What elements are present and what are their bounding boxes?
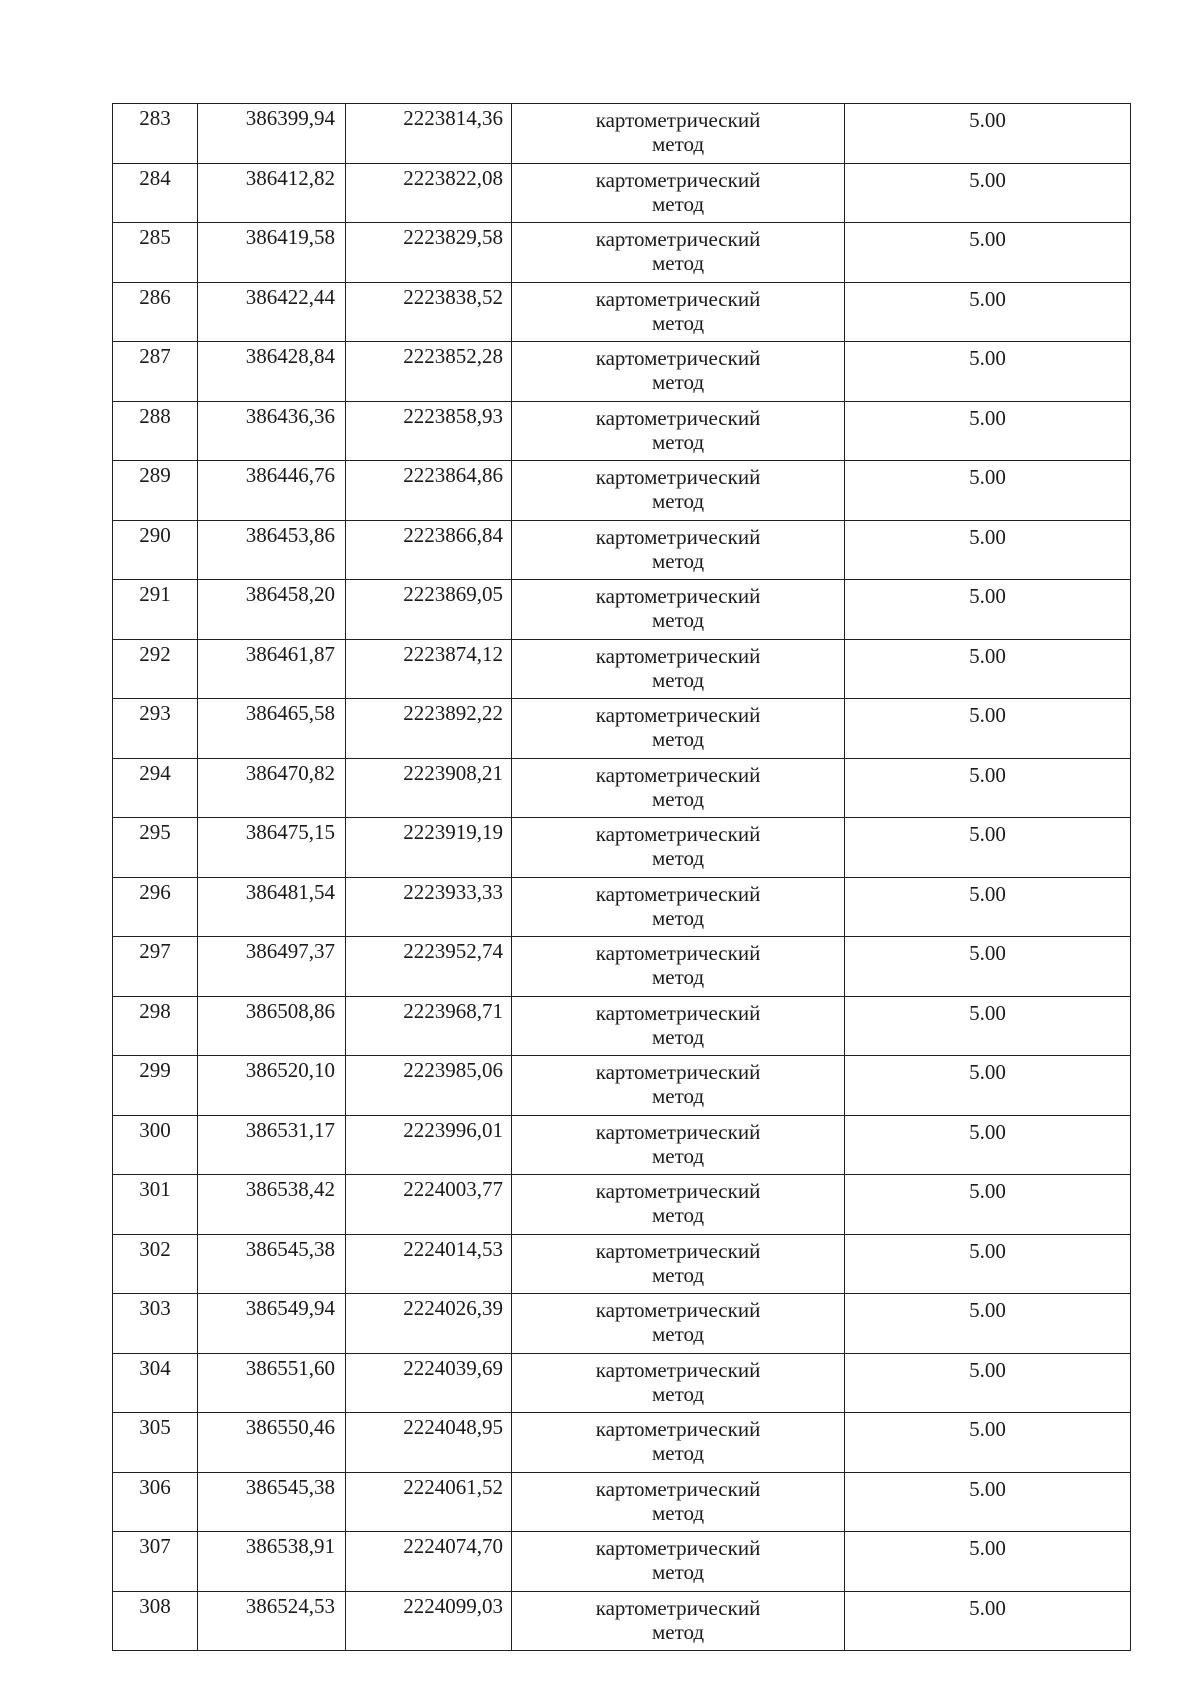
table-row: [113, 580, 1131, 640]
x-coordinate-cell: 386497,37: [198, 937, 346, 997]
method-line-1: картометрический: [595, 1238, 761, 1263]
method-line-1: картометрический: [595, 1179, 761, 1203]
method-cell: [512, 401, 845, 461]
x-coordinate-cell: 386545,38: [198, 1472, 346, 1532]
method-cell: [512, 580, 845, 640]
method-line-1: картометрический: [595, 822, 761, 846]
method-line-1: картометрический: [595, 167, 761, 192]
table-row: [113, 342, 1131, 402]
table-row: [113, 1472, 1131, 1532]
method-cell: [512, 282, 845, 342]
method-line-1: картометрический: [595, 405, 761, 430]
table-row: [113, 1532, 1131, 1592]
table-row: [113, 1353, 1131, 1413]
accuracy-cell: 5.00: [845, 996, 1131, 1056]
method-line-2: метод: [651, 548, 705, 573]
table-row: [113, 223, 1131, 283]
y-coordinate-cell: 2224048,95: [346, 1413, 512, 1473]
x-coordinate-cell: 386412,82: [198, 163, 346, 223]
accuracy-cell: 5.00: [845, 1472, 1131, 1532]
accuracy-cell: 5.00: [845, 1591, 1131, 1651]
method-line-2: метод: [651, 905, 705, 930]
method-line-2: метод: [651, 251, 705, 275]
y-coordinate-cell: 2223952,74: [346, 937, 512, 997]
accuracy-cell: 5.00: [845, 1413, 1131, 1473]
method-line-1: картометрический: [595, 1060, 761, 1084]
y-coordinate-cell: 2223933,33: [346, 877, 512, 937]
method-line-2: метод: [651, 489, 705, 513]
y-coordinate-cell: 2224074,70: [346, 1532, 512, 1592]
x-coordinate-cell: 386453,86: [198, 520, 346, 580]
method-cell: [512, 1234, 845, 1294]
point-number-cell: 283: [113, 104, 198, 164]
table-row: [113, 104, 1131, 164]
x-coordinate-cell: 386545,38: [198, 1234, 346, 1294]
method-line-2: метод: [651, 1500, 705, 1525]
y-coordinate-cell: 2223874,12: [346, 639, 512, 699]
accuracy-cell: 5.00: [845, 401, 1131, 461]
table-row: [113, 1591, 1131, 1651]
table-row: [113, 520, 1131, 580]
method-cell: [512, 461, 845, 521]
accuracy-cell: 5.00: [845, 104, 1131, 164]
table-row: [113, 996, 1131, 1056]
accuracy-cell: 5.00: [845, 282, 1131, 342]
x-coordinate-cell: 386428,84: [198, 342, 346, 402]
y-coordinate-cell: 2223985,06: [346, 1056, 512, 1116]
y-coordinate-cell: 2223908,21: [346, 758, 512, 818]
method-line-2: метод: [651, 1322, 705, 1346]
method-line-2: метод: [651, 132, 705, 156]
y-coordinate-cell: 2223858,93: [346, 401, 512, 461]
x-coordinate-cell: 386538,91: [198, 1532, 346, 1592]
point-number-cell: 302: [113, 1234, 198, 1294]
y-coordinate-cell: 2224003,77: [346, 1175, 512, 1235]
accuracy-cell: 5.00: [845, 699, 1131, 759]
accuracy-cell: 5.00: [845, 520, 1131, 580]
point-number-cell: 293: [113, 699, 198, 759]
point-number-cell: 288: [113, 401, 198, 461]
x-coordinate-cell: 386520,10: [198, 1056, 346, 1116]
point-number-cell: 298: [113, 996, 198, 1056]
method-line-1: картометрический: [595, 465, 761, 489]
x-coordinate-cell: 386470,82: [198, 758, 346, 818]
accuracy-cell: 5.00: [845, 1294, 1131, 1354]
method-line-2: метод: [651, 1084, 705, 1108]
y-coordinate-cell: 2223892,22: [346, 699, 512, 759]
method-line-2: метод: [651, 965, 705, 989]
method-cell: [512, 342, 845, 402]
accuracy-cell: 5.00: [845, 1115, 1131, 1175]
x-coordinate-cell: 386551,60: [198, 1353, 346, 1413]
method-line-2: метод: [651, 1560, 705, 1584]
point-number-cell: 299: [113, 1056, 198, 1116]
table-row: [113, 461, 1131, 521]
y-coordinate-cell: 2224026,39: [346, 1294, 512, 1354]
point-number-cell: 304: [113, 1353, 198, 1413]
method-cell: [512, 699, 845, 759]
method-line-2: метод: [651, 1619, 705, 1644]
method-line-1: картометрический: [595, 524, 761, 549]
method-cell: [512, 1175, 845, 1235]
method-cell: [512, 1353, 845, 1413]
method-line-2: метод: [651, 846, 705, 870]
x-coordinate-cell: 386436,36: [198, 401, 346, 461]
y-coordinate-cell: 2223919,19: [346, 818, 512, 878]
method-cell: [512, 1532, 845, 1592]
method-cell: [512, 104, 845, 164]
table-row: [113, 639, 1131, 699]
x-coordinate-cell: 386419,58: [198, 223, 346, 283]
method-line-1: картометрический: [595, 346, 761, 370]
method-line-2: метод: [651, 786, 705, 811]
method-cell: [512, 758, 845, 818]
point-number-cell: 289: [113, 461, 198, 521]
y-coordinate-cell: 2223814,36: [346, 104, 512, 164]
point-number-cell: 301: [113, 1175, 198, 1235]
x-coordinate-cell: 386399,94: [198, 104, 346, 164]
accuracy-cell: 5.00: [845, 1532, 1131, 1592]
method-line-1: картометрический: [595, 1476, 761, 1501]
y-coordinate-cell: 2224061,52: [346, 1472, 512, 1532]
point-number-cell: 284: [113, 163, 198, 223]
method-line-2: метод: [651, 191, 705, 216]
y-coordinate-cell: 2223852,28: [346, 342, 512, 402]
table-row: [113, 699, 1131, 759]
y-coordinate-cell: 2224014,53: [346, 1234, 512, 1294]
x-coordinate-cell: 386446,76: [198, 461, 346, 521]
point-number-cell: 291: [113, 580, 198, 640]
table-row: [113, 1234, 1131, 1294]
point-number-cell: 296: [113, 877, 198, 937]
point-number-cell: 307: [113, 1532, 198, 1592]
table-row: [113, 1294, 1131, 1354]
table-row: [113, 1056, 1131, 1116]
y-coordinate-cell: 2223864,86: [346, 461, 512, 521]
method-line-2: метод: [651, 1381, 705, 1406]
method-line-2: метод: [651, 1143, 705, 1168]
method-line-1: картометрический: [595, 762, 761, 787]
method-line-2: метод: [651, 608, 705, 632]
x-coordinate-cell: 386475,15: [198, 818, 346, 878]
point-number-cell: 297: [113, 937, 198, 997]
method-line-1: картометрический: [595, 881, 761, 906]
x-coordinate-cell: 386461,87: [198, 639, 346, 699]
method-cell: [512, 937, 845, 997]
accuracy-cell: 5.00: [845, 639, 1131, 699]
x-coordinate-cell: 386531,17: [198, 1115, 346, 1175]
y-coordinate-cell: 2223829,58: [346, 223, 512, 283]
method-line-2: метод: [651, 667, 705, 692]
point-number-cell: 305: [113, 1413, 198, 1473]
y-coordinate-cell: 2223996,01: [346, 1115, 512, 1175]
method-cell: [512, 223, 845, 283]
accuracy-cell: 5.00: [845, 1056, 1131, 1116]
coordinates-table: [112, 103, 1131, 1651]
x-coordinate-cell: 386458,20: [198, 580, 346, 640]
x-coordinate-cell: 386538,42: [198, 1175, 346, 1235]
accuracy-cell: 5.00: [845, 818, 1131, 878]
method-line-1: картометрический: [595, 703, 761, 727]
point-number-cell: 306: [113, 1472, 198, 1532]
accuracy-cell: 5.00: [845, 461, 1131, 521]
table-row: [113, 163, 1131, 223]
point-number-cell: 295: [113, 818, 198, 878]
accuracy-cell: 5.00: [845, 1175, 1131, 1235]
accuracy-cell: 5.00: [845, 580, 1131, 640]
y-coordinate-cell: 2223822,08: [346, 163, 512, 223]
point-number-cell: 294: [113, 758, 198, 818]
point-number-cell: 292: [113, 639, 198, 699]
method-line-1: картометрический: [595, 286, 761, 311]
table-row: [113, 1175, 1131, 1235]
method-cell: [512, 996, 845, 1056]
method-line-2: метод: [651, 1203, 705, 1227]
method-line-1: картометрический: [595, 108, 761, 132]
accuracy-cell: 5.00: [845, 937, 1131, 997]
coordinates-table-body: [113, 104, 1131, 1651]
point-number-cell: 300: [113, 1115, 198, 1175]
method-cell: [512, 1294, 845, 1354]
method-line-2: метод: [651, 1441, 705, 1465]
table-row: [113, 937, 1131, 997]
table-row: [113, 1115, 1131, 1175]
point-number-cell: 303: [113, 1294, 198, 1354]
method-line-1: картометрический: [595, 1417, 761, 1441]
method-line-2: метод: [651, 727, 705, 751]
method-line-1: картометрический: [595, 1000, 761, 1025]
x-coordinate-cell: 386508,86: [198, 996, 346, 1056]
x-coordinate-cell: 386465,58: [198, 699, 346, 759]
accuracy-cell: 5.00: [845, 163, 1131, 223]
method-line-2: метод: [651, 1024, 705, 1049]
accuracy-cell: 5.00: [845, 1353, 1131, 1413]
x-coordinate-cell: 386422,44: [198, 282, 346, 342]
table-row: [113, 758, 1131, 818]
y-coordinate-cell: 2223869,05: [346, 580, 512, 640]
accuracy-cell: 5.00: [845, 758, 1131, 818]
method-line-1: картометрический: [595, 1536, 761, 1560]
point-number-cell: 287: [113, 342, 198, 402]
y-coordinate-cell: 2224099,03: [346, 1591, 512, 1651]
accuracy-cell: 5.00: [845, 877, 1131, 937]
method-line-1: картометрический: [595, 1298, 761, 1322]
method-line-2: метод: [651, 1262, 705, 1287]
table-row: [113, 877, 1131, 937]
point-number-cell: 285: [113, 223, 198, 283]
method-line-1: картометрический: [595, 1595, 761, 1620]
y-coordinate-cell: 2223968,71: [346, 996, 512, 1056]
y-coordinate-cell: 2224039,69: [346, 1353, 512, 1413]
method-line-2: метод: [651, 370, 705, 394]
method-cell: [512, 1056, 845, 1116]
method-cell: [512, 163, 845, 223]
method-cell: [512, 818, 845, 878]
accuracy-cell: 5.00: [845, 1234, 1131, 1294]
point-number-cell: 286: [113, 282, 198, 342]
table-row: [113, 1413, 1131, 1473]
x-coordinate-cell: 386481,54: [198, 877, 346, 937]
table-row: [113, 401, 1131, 461]
y-coordinate-cell: 2223866,84: [346, 520, 512, 580]
method-cell: [512, 639, 845, 699]
x-coordinate-cell: 386549,94: [198, 1294, 346, 1354]
method-line-2: метод: [651, 429, 705, 454]
accuracy-cell: 5.00: [845, 223, 1131, 283]
method-cell: [512, 877, 845, 937]
method-cell: [512, 1472, 845, 1532]
method-cell: [512, 1115, 845, 1175]
method-line-1: картометрический: [595, 584, 761, 608]
x-coordinate-cell: 386550,46: [198, 1413, 346, 1473]
table-row: [113, 282, 1131, 342]
method-line-1: картометрический: [595, 1119, 761, 1144]
method-line-1: картометрический: [595, 941, 761, 965]
point-number-cell: 290: [113, 520, 198, 580]
method-cell: [512, 1591, 845, 1651]
accuracy-cell: 5.00: [845, 342, 1131, 402]
x-coordinate-cell: 386524,53: [198, 1591, 346, 1651]
method-cell: [512, 520, 845, 580]
method-line-1: картометрический: [595, 643, 761, 668]
point-number-cell: 308: [113, 1591, 198, 1651]
y-coordinate-cell: 2223838,52: [346, 282, 512, 342]
table-row: [113, 818, 1131, 878]
method-line-2: метод: [651, 310, 705, 335]
method-line-1: картометрический: [595, 1357, 761, 1382]
method-cell: [512, 1413, 845, 1473]
method-line-1: картометрический: [595, 227, 761, 251]
